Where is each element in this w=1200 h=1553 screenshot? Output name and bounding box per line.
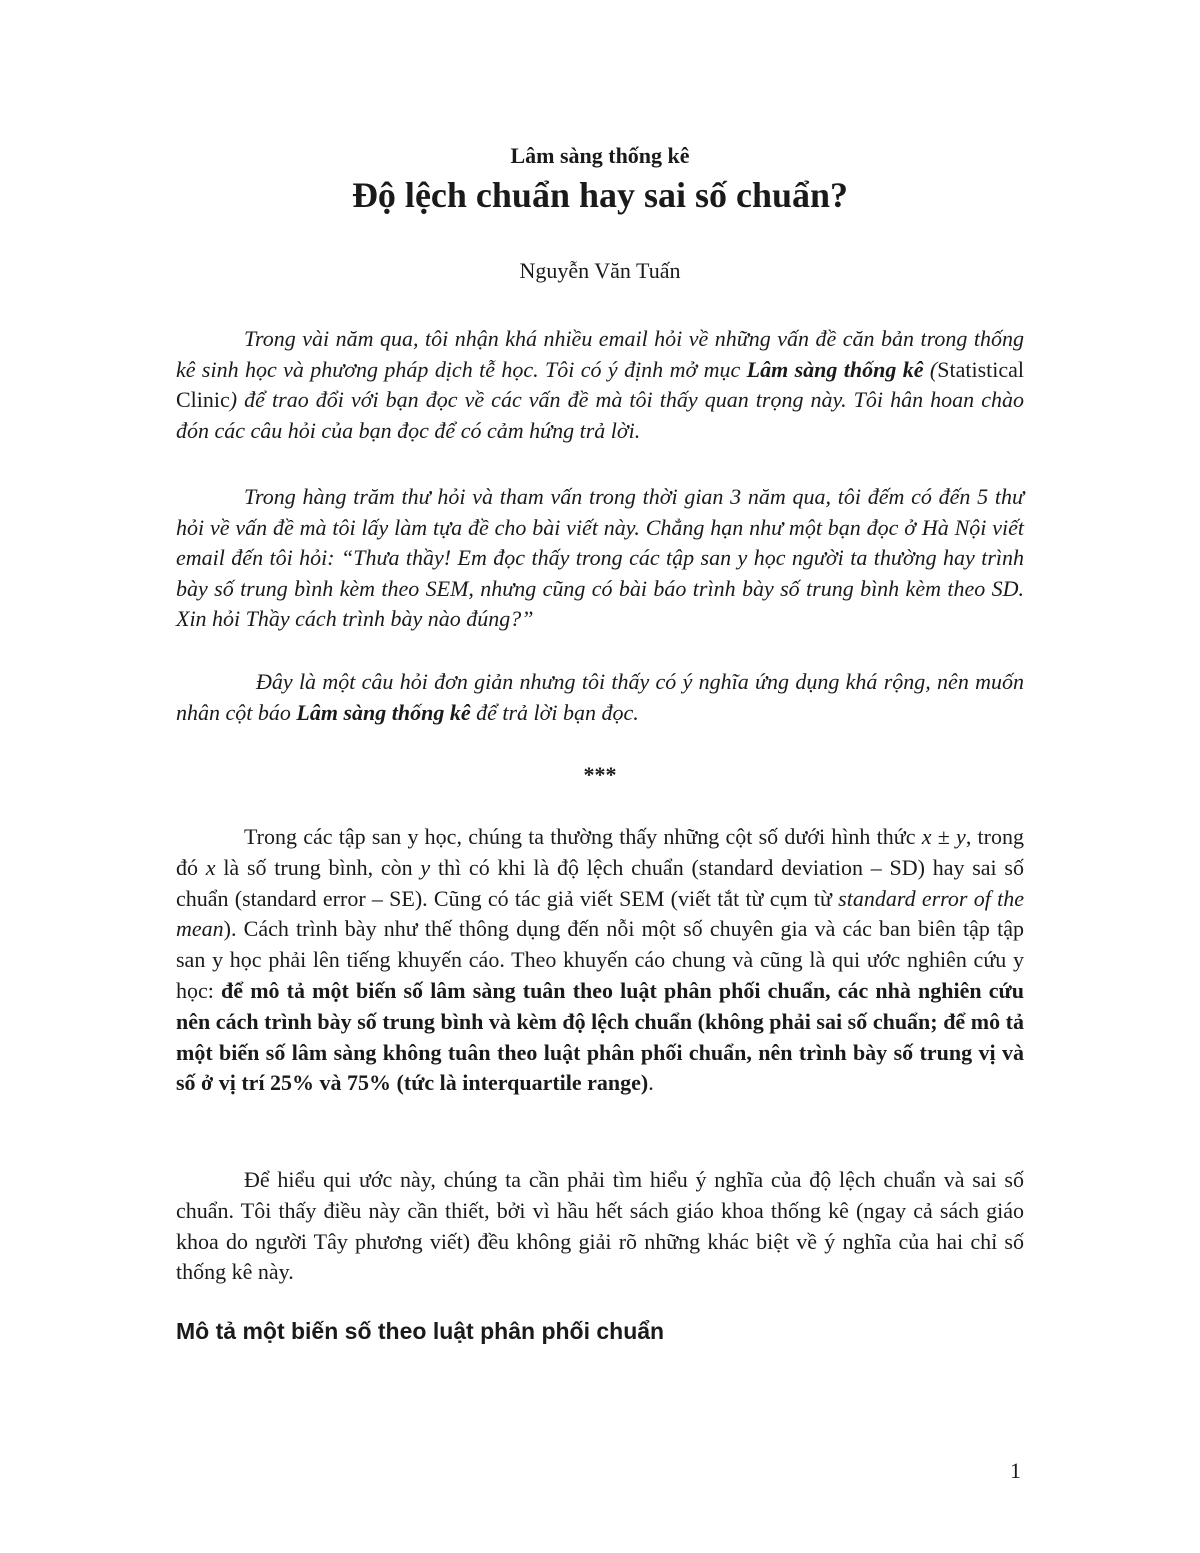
math-x: x — [921, 824, 932, 849]
author-name: Nguyễn Văn Tuấn — [519, 258, 681, 283]
body-paragraph-1: Trong các tập san y học, chúng ta thường thấy những cột số dưới hình thức x ± y, trong đó x là số trung bình, còn y thì có khi là độ lệch chuẩn (standard deviation – SD) hay sai số chuẩn (standard error – SE). Cũng có tác giả viết SEM (viết tắt từ cụm từ standard error of the mean). Cách trình bày như thế thông dụng đến nỗi một số chuyên gia và các ban biên tập tập san y học phải lên tiếng khuyến cáo. Theo khuyến cáo chung và cũng là qui ước nghiên cứu y học: để mô tả một biến số lâm sàng tuân theo luật phân phối chuẩn, các nhà nghiên cứu nên cách trình bày số trung bình và kèm độ lệch chuẩn (không phải sai số chuẩn; để mô tả một biến số lâm sàng không tuân theo luật phân phối chuẩn, nên trình bày số trung vị và số ở vị trí 25% và 75% (tức là interquartile range). — [176, 824, 1024, 1096]
math-y: y — [420, 854, 431, 880]
recommendation-text: để mô tả một biến số lâm sàng tuân theo luật phân phối chuẩn, các nhà nghiên cứu nên cách trình bày số trung bình và kèm độ lệch chuẩn (không phải sai số chuẩn; để mô tả một biến số lâm sàng không tuân theo luật phân phối chuẩn, nên trình bày số trung vị và số ở vị trí 25% và 75% (tức là interquartile range) — [176, 977, 1024, 1096]
intro-paragraph-2: Trong hàng trăm thư hỏi và tham vấn trong thời gian 3 năm qua, tôi đếm có đến 5 thư hỏi về vấn đề mà tôi lấy làm tựa đề cho bài viết này. Chẳng hạn như một bạn đọc ở Hà Nội viết email đến tôi hỏi: “Thưa thầy! Em đọc thấy trong các tập san y học người ta thường hay trình bày số trung bình kèm theo SEM, nhưng cũng có bài báo trình bày số trung bình kèm theo SD. Xin hỏi Thầy cách trình bày nào đúng?” — [176, 484, 1024, 631]
page-number: 1 — [1010, 1458, 1021, 1483]
article-title: Độ lệch chuẩn hay sai số chuẩn? — [351, 175, 849, 215]
english-term: standard error of the mean — [176, 885, 1024, 942]
body-paragraph-2: Để hiểu qui ước này, chúng ta cần phải tìm hiểu ý nghĩa của độ lệch chuẩn và sai số chuẩn. Tôi thấy điều này cần thiết, bởi vì hầu hết sách giáo khoa thống kê (ngay cả sách giáo khoa do người Tây phương viết) đều không giải rõ những khác biệt về ý nghĩa của hai chỉ số thống kê này. — [176, 1167, 1024, 1285]
math-x: x — [205, 854, 216, 880]
column-name-inline: Lâm sàng thống kê — [746, 356, 924, 382]
section-separator: *** — [583, 762, 617, 787]
intro-paragraph-1: Trong vài năm qua, tôi nhận khá nhiều email hỏi về những vấn đề căn bản trong thống kê sinh học và phương pháp dịch tễ học. Tôi có ý định mở mục Lâm sàng thống kê (Statistical Clinic) để trao đổi với bạn đọc về các vấn đề mà tôi thấy quan trọng này. Tôi hân hoan chào đón các câu hỏi của bạn đọc để có cảm hứng trả lời. — [176, 326, 1024, 443]
column-name-inline: Lâm sàng thống kê — [296, 699, 471, 725]
intro-paragraph-3: Đây là một câu hỏi đơn giản nhưng tôi thấy có ý nghĩa ứng dụng khá rộng, nên muốn nhân cột báo Lâm sàng thống kê để trả lời bạn đọc. — [176, 669, 1024, 725]
column-name: Lâm sàng thống kê — [510, 143, 690, 168]
section-heading: Mô tả một biến số theo luật phân phối chuẩn — [176, 1318, 665, 1344]
math-y: y — [956, 824, 966, 849]
english-term: Statistical Clinic — [176, 356, 1024, 412]
